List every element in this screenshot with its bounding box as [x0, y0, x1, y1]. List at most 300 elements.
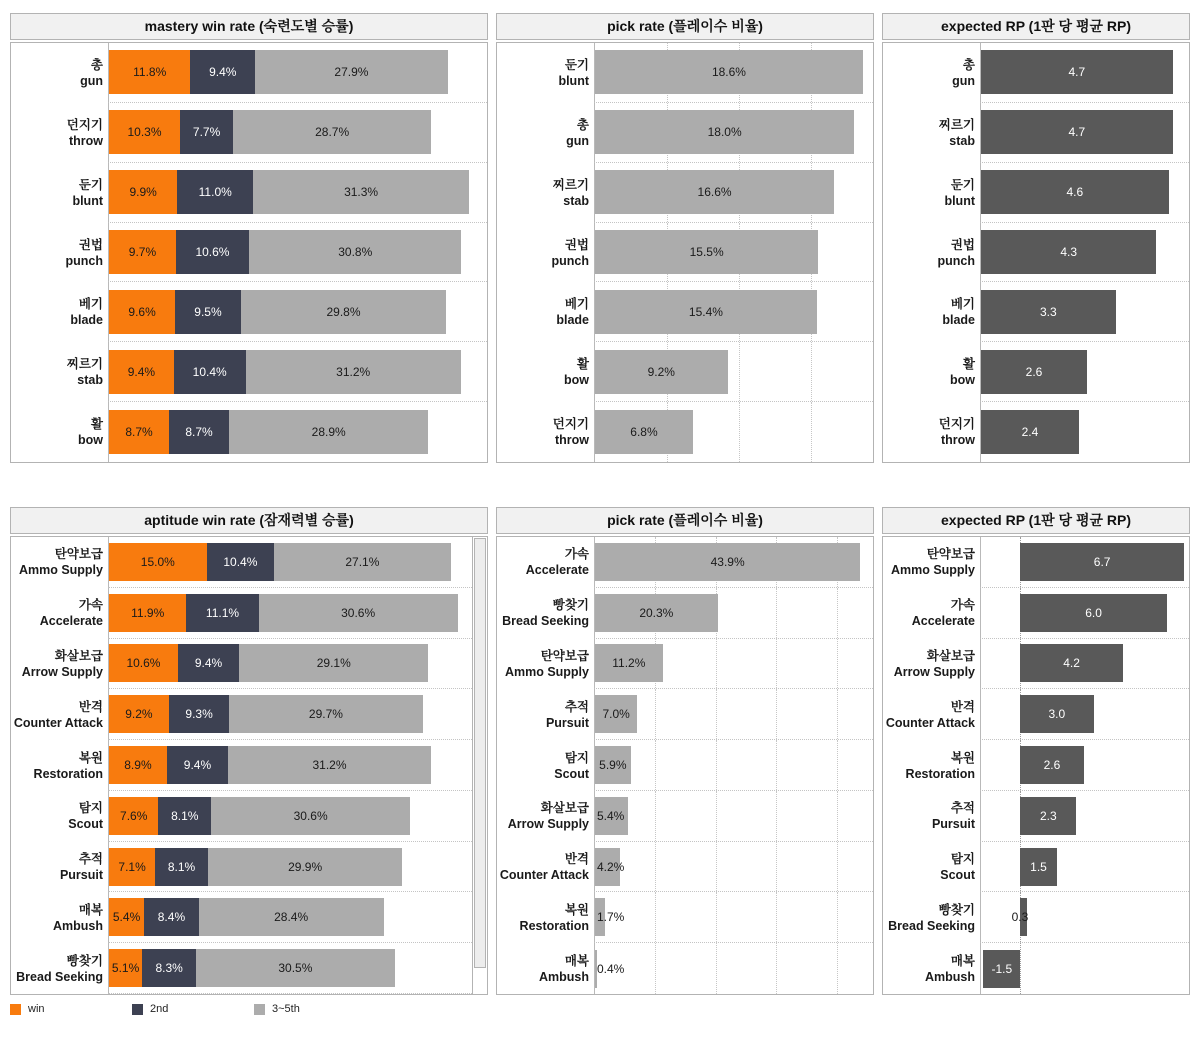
value-label: 5.4% [112, 910, 141, 925]
category-label-ko: 화살보급 [540, 801, 589, 816]
value-label: 29.7% [308, 707, 343, 722]
value-label: 15.5% [689, 245, 724, 259]
value-label: 4.7 [1068, 65, 1086, 80]
value-label: 5.9% [599, 758, 627, 773]
bar-segment-win[interactable] [109, 290, 175, 334]
bar-segment-3~5th[interactable] [211, 797, 410, 835]
category-label-ko: 활 [90, 417, 103, 432]
bar[interactable] [595, 170, 834, 214]
plot-area [10, 42, 488, 463]
category-label-en: blunt [558, 73, 589, 88]
bar[interactable] [595, 410, 693, 454]
category-label-ko: 가속 [78, 598, 103, 613]
chart-row [883, 402, 1189, 462]
bar-segment-win[interactable] [109, 230, 176, 274]
bar-track [980, 588, 1189, 639]
plot-area [882, 536, 1190, 995]
bar-segment-2nd[interactable] [142, 949, 196, 987]
value-label: 31.2% [312, 758, 347, 773]
bar-segment-3~5th[interactable] [208, 848, 403, 886]
chart-row [883, 689, 1189, 740]
bar[interactable] [1020, 797, 1076, 835]
bar[interactable] [981, 350, 1087, 394]
category-label-ko: 탐지 [564, 750, 589, 765]
bar-track [980, 791, 1189, 842]
value-label: 28.9% [311, 425, 346, 440]
category-label [883, 43, 980, 103]
chart-row [11, 689, 472, 740]
category-label-ko: 복원 [564, 902, 589, 917]
stacked-bar[interactable] [109, 848, 402, 886]
value-label: 7.1% [118, 859, 146, 874]
category-label [497, 342, 594, 402]
category-label [883, 282, 980, 342]
value-label: 11.8% [133, 65, 167, 80]
category-label-ko: 찌르기 [552, 177, 589, 192]
chart-row [883, 223, 1189, 283]
bar-segment-win[interactable] [109, 695, 169, 733]
category-label-ko: 찌르기 [66, 357, 103, 372]
bar-segment-3~5th[interactable] [259, 594, 458, 632]
category-label-ko: 던지기 [552, 417, 589, 432]
stacked-bar[interactable] [109, 50, 448, 94]
bar[interactable] [1020, 898, 1027, 936]
bar[interactable] [981, 230, 1156, 274]
stacked-bar[interactable] [109, 594, 458, 632]
value-label: 4.2 [1063, 656, 1080, 671]
value-label: 9.9% [129, 185, 157, 200]
chart-row [11, 43, 487, 103]
value-label: 1.5 [1030, 859, 1047, 874]
category-label-ko: 탄약보급 [540, 648, 589, 663]
bar-track [594, 588, 873, 639]
bar-track [980, 639, 1189, 690]
stacked-bar[interactable] [109, 695, 423, 733]
chart-row [11, 943, 472, 994]
gridline [716, 842, 717, 892]
category-label-en: Counter Attack [13, 715, 103, 730]
category-label-ko: 총 [90, 57, 103, 72]
category-label-ko: 베기 [78, 297, 103, 312]
value-label: 11.2% [612, 656, 646, 671]
category-label-ko: 권법 [950, 237, 975, 252]
category-label [883, 740, 980, 791]
bar-track [108, 639, 472, 690]
bar-track [980, 342, 1189, 402]
category-label-ko: 화살보급 [926, 648, 975, 663]
bar[interactable] [1020, 746, 1084, 784]
category-label [497, 43, 594, 103]
category-label-en: Arrow Supply [21, 664, 103, 679]
category-label [497, 103, 594, 163]
stacked-bar[interactable] [109, 797, 410, 835]
bar-track [108, 588, 472, 639]
gridline [837, 791, 838, 841]
bar-segment-win[interactable] [109, 848, 155, 886]
gridline [837, 689, 838, 739]
category-label [497, 943, 594, 994]
category-label-ko: 빵찾기 [938, 902, 975, 917]
category-label [11, 103, 108, 163]
bar-segment-3~5th[interactable] [249, 230, 461, 274]
bar-track [594, 103, 873, 163]
category-label-en: Restoration [33, 766, 103, 781]
category-label-ko: 탄약보급 [926, 547, 975, 562]
bar-segment-win[interactable] [109, 350, 174, 394]
category-label-en: bow [950, 373, 975, 388]
bar[interactable] [983, 950, 1020, 988]
gridline [716, 740, 717, 790]
bar[interactable] [595, 594, 718, 632]
value-label: 3.0 [1048, 707, 1066, 722]
chart-row [497, 740, 873, 791]
category-label-en: Scout [68, 817, 103, 832]
bar-segment-3~5th[interactable] [253, 170, 469, 214]
bar-segment-win[interactable] [109, 949, 142, 987]
category-label-ko: 권법 [78, 237, 103, 252]
stacked-bar[interactable] [109, 949, 395, 987]
plot-area [496, 42, 874, 463]
bar-track [108, 282, 487, 342]
category-label-ko: 탐지 [78, 801, 103, 816]
bar-segment-3~5th[interactable] [229, 410, 428, 454]
bar[interactable] [595, 797, 628, 835]
gridline [655, 943, 656, 994]
bar-track [594, 943, 873, 994]
bar[interactable] [595, 543, 860, 581]
scrollbar-thumb[interactable] [474, 538, 486, 968]
bar-segment-3~5th[interactable] [274, 543, 450, 581]
value-label: 16.6% [697, 185, 732, 200]
gridline [837, 943, 838, 994]
category-label-en: Ammo Supply [18, 563, 103, 578]
category-label-ko: 추적 [564, 699, 589, 714]
category-label-ko: 빵찾기 [552, 598, 589, 613]
category-label-ko: 복원 [950, 750, 975, 765]
category-label [11, 740, 108, 791]
gridline [716, 791, 717, 841]
gridline [716, 639, 717, 689]
category-label-ko: 권법 [564, 237, 589, 252]
bar-track [594, 43, 873, 103]
chart-row [497, 103, 873, 163]
bar-segment-3~5th[interactable] [233, 110, 431, 154]
value-label: 8.7% [125, 425, 153, 440]
panel-pick-rate-mastery [496, 13, 874, 463]
bar-segment-win[interactable] [109, 644, 178, 682]
category-label-en: Arrow Supply [893, 664, 975, 679]
value-label: 28.4% [274, 910, 309, 925]
bar-segment-win[interactable] [109, 410, 169, 454]
bar[interactable] [595, 350, 728, 394]
stacked-bar[interactable] [109, 543, 451, 581]
bar[interactable] [1020, 644, 1123, 682]
value-label: 15.0% [140, 554, 175, 569]
bar-segment-win[interactable] [109, 797, 158, 835]
bar-segment-2nd[interactable] [176, 230, 249, 274]
chart-row [883, 791, 1189, 842]
category-label [497, 639, 594, 690]
value-label: 8.1% [171, 808, 199, 823]
value-label: 9.3% [185, 707, 213, 722]
category-label-en: punch [65, 253, 103, 268]
stacked-bar[interactable] [109, 746, 431, 784]
bar-track [108, 892, 472, 943]
category-label-ko: 총 [962, 57, 975, 72]
gridline [655, 791, 656, 841]
category-label-en: Accelerate [525, 563, 589, 578]
category-label [11, 537, 108, 588]
bar-segment-3~5th[interactable] [241, 290, 447, 334]
bar-segment-2nd[interactable] [175, 290, 241, 334]
category-label [11, 163, 108, 223]
category-label-en: punch [551, 253, 589, 268]
bar[interactable] [595, 644, 663, 682]
category-label [497, 537, 594, 588]
value-label: 20.3% [639, 605, 674, 620]
bar-track [980, 537, 1189, 588]
category-label [497, 842, 594, 893]
category-label-en: Scout [940, 868, 975, 883]
bar-segment-3~5th[interactable] [246, 350, 461, 394]
gridline [776, 588, 777, 638]
chart-row [11, 842, 472, 893]
chart-title: expected RP (1판 당 평균 RP) [882, 507, 1190, 534]
bar-segment-2nd[interactable] [174, 350, 246, 394]
bar-segment-win[interactable] [109, 898, 144, 936]
category-label-en: Counter Attack [885, 715, 975, 730]
bar-segment-win[interactable] [109, 594, 186, 632]
stacked-bar[interactable] [109, 290, 446, 334]
category-label [883, 223, 980, 283]
bar[interactable] [1020, 543, 1184, 581]
category-label [883, 892, 980, 943]
bar-track [980, 43, 1189, 103]
stacked-bar[interactable] [109, 230, 461, 274]
legend [10, 1003, 376, 1015]
bar-segment-2nd[interactable] [169, 410, 229, 454]
bar[interactable] [595, 110, 854, 154]
value-label: 8.4% [157, 910, 186, 925]
chart-row [11, 588, 472, 639]
bar-segment-win[interactable] [109, 543, 207, 581]
gridline [776, 943, 777, 994]
gridline [739, 402, 740, 462]
value-label: 27.9% [334, 65, 369, 80]
bar-track [594, 282, 873, 342]
category-label-en: blade [70, 313, 103, 328]
bar[interactable] [1020, 695, 1093, 733]
bar-track [108, 537, 472, 588]
gridline [655, 842, 656, 892]
value-label: 15.4% [688, 304, 723, 319]
value-label: 2.6 [1025, 364, 1043, 379]
bar-track [980, 740, 1189, 791]
value-label: 2.6 [1043, 758, 1061, 773]
bar-segment-win[interactable] [109, 170, 177, 214]
category-label [883, 791, 980, 842]
bar-segment-3~5th[interactable] [196, 949, 394, 987]
value-label: 6.0 [1085, 605, 1102, 620]
bar-segment-2nd[interactable] [207, 543, 275, 581]
legend-swatch-3-5th [254, 1004, 265, 1015]
bar[interactable] [1020, 848, 1057, 886]
bar-segment-3~5th[interactable] [239, 644, 428, 682]
value-label: 18.0% [707, 125, 742, 140]
chart-row [11, 892, 472, 943]
bar-segment-2nd[interactable] [180, 110, 233, 154]
bar-segment-2nd[interactable] [190, 50, 255, 94]
bar[interactable] [981, 50, 1173, 94]
bar-segment-2nd[interactable] [177, 170, 253, 214]
category-label [11, 282, 108, 342]
chart-row [883, 588, 1189, 639]
chart-row [11, 282, 487, 342]
bar-track [594, 223, 873, 283]
value-label: 9.4% [127, 364, 156, 379]
category-label-ko: 복원 [78, 750, 103, 765]
legend-label: 3~5th [272, 1003, 300, 1015]
category-label-ko: 둔기 [78, 177, 103, 192]
bar[interactable] [595, 848, 620, 886]
category-label-ko: 가속 [564, 547, 589, 562]
bar-segment-win[interactable] [109, 110, 180, 154]
bar-segment-2nd[interactable] [144, 898, 199, 936]
gridline [837, 842, 838, 892]
value-label: 9.5% [194, 304, 222, 319]
bar[interactable] [595, 695, 637, 733]
stacked-bar[interactable] [109, 110, 431, 154]
bar[interactable] [595, 950, 597, 988]
chart-row [883, 537, 1189, 588]
legend-item-3-5th[interactable] [254, 1003, 376, 1015]
chart-title: pick rate (플레이수 비율) [496, 13, 874, 40]
stacked-bar[interactable] [109, 898, 384, 936]
bar-segment-2nd[interactable] [169, 695, 229, 733]
category-label [11, 943, 108, 994]
category-label [497, 791, 594, 842]
bar[interactable] [595, 230, 818, 274]
category-label-en: Counter Attack [499, 868, 589, 883]
stacked-bar[interactable] [109, 170, 469, 214]
bar-segment-2nd[interactable] [167, 746, 228, 784]
value-label: 9.2% [647, 364, 675, 379]
value-label: 28.7% [315, 125, 350, 140]
bar-segment-3~5th[interactable] [199, 898, 384, 936]
bar-segment-win[interactable] [109, 50, 190, 94]
chart-row [883, 103, 1189, 163]
category-label [11, 639, 108, 690]
value-label: 9.2% [125, 707, 153, 722]
bar[interactable] [981, 170, 1169, 214]
category-label [11, 342, 108, 402]
bar[interactable] [981, 410, 1079, 454]
category-label [11, 791, 108, 842]
value-label: 30.6% [293, 808, 328, 823]
bar-track [108, 791, 472, 842]
category-label-en: gun [566, 133, 589, 148]
vertical-scrollbar[interactable] [472, 537, 487, 994]
gridline [716, 892, 717, 942]
bar-segment-win[interactable] [109, 746, 167, 784]
bar[interactable] [1020, 594, 1167, 632]
bar-track [980, 163, 1189, 223]
bar-track [594, 402, 873, 462]
bar-segment-2nd[interactable] [178, 644, 239, 682]
chart-row [883, 842, 1189, 893]
bar-track [594, 842, 873, 893]
chart-row [497, 892, 873, 943]
chart-row [497, 43, 873, 103]
category-label-en: Scout [554, 766, 589, 781]
category-label-en: Pursuit [59, 868, 103, 883]
category-label [497, 163, 594, 223]
bar-segment-3~5th[interactable] [228, 746, 431, 784]
bar-track [594, 740, 873, 791]
category-label-en: Bread Seeking [888, 918, 975, 933]
gridline [811, 402, 812, 462]
category-label [497, 740, 594, 791]
bar-segment-2nd[interactable] [186, 594, 258, 632]
value-label: 29.9% [288, 859, 323, 874]
category-label-en: stab [563, 193, 589, 208]
bar[interactable] [595, 746, 631, 784]
bar-segment-3~5th[interactable] [229, 695, 422, 733]
value-label: 7.6% [120, 808, 148, 823]
bar-segment-2nd[interactable] [155, 848, 208, 886]
chart-row [11, 402, 487, 462]
bar-track [980, 842, 1189, 893]
gridline [837, 892, 838, 942]
value-label: 4.2% [597, 859, 625, 874]
category-label-ko: 매복 [564, 953, 589, 968]
bar-segment-2nd[interactable] [158, 797, 211, 835]
bar[interactable] [595, 50, 863, 94]
value-label: 7.7% [192, 125, 221, 140]
category-label [497, 402, 594, 462]
gridline [716, 943, 717, 994]
bar[interactable] [595, 898, 605, 936]
category-label [11, 223, 108, 283]
legend-item-2nd[interactable] [132, 1003, 254, 1015]
stacked-bar[interactable] [109, 410, 428, 454]
category-label-en: Restoration [905, 766, 975, 781]
value-label: 8.3% [155, 961, 183, 976]
category-label-ko: 매복 [78, 902, 103, 917]
category-label [497, 689, 594, 740]
gridline [716, 689, 717, 739]
bar-segment-3~5th[interactable] [255, 50, 447, 94]
value-label: 27.1% [345, 554, 380, 569]
value-label: 10.4% [223, 554, 258, 569]
bar-track [594, 639, 873, 690]
bar-track [980, 943, 1189, 994]
stacked-bar[interactable] [109, 644, 428, 682]
bar-track [594, 689, 873, 740]
legend-item-win[interactable] [10, 1003, 132, 1015]
stacked-bar[interactable] [109, 350, 461, 394]
bar[interactable] [981, 110, 1173, 154]
gridline [776, 791, 777, 841]
value-label: 2.4 [1021, 425, 1039, 440]
bar-track [108, 689, 472, 740]
chart-row [497, 537, 873, 588]
bar-track [108, 103, 487, 163]
bar[interactable] [595, 290, 817, 334]
bar[interactable] [981, 290, 1116, 334]
category-label [11, 892, 108, 943]
value-label: 9.4% [209, 65, 237, 80]
